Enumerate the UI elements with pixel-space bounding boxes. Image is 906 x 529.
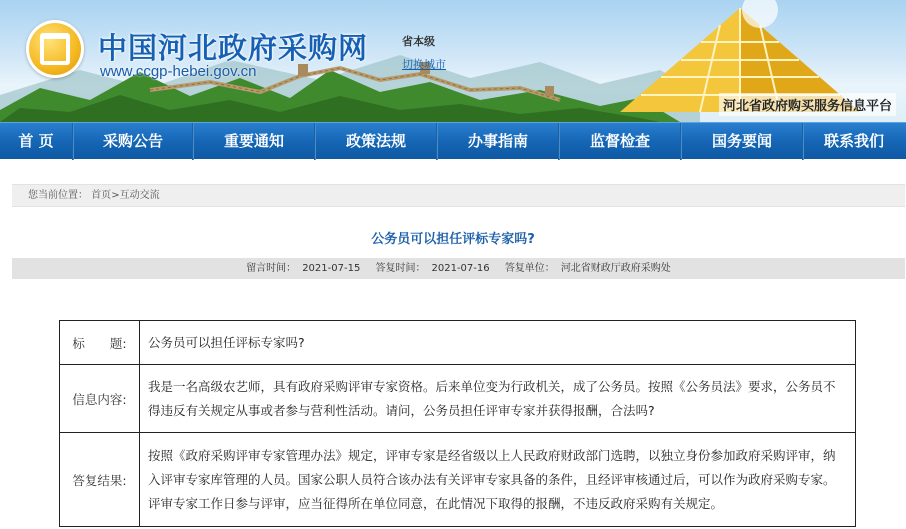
breadcrumb bbox=[12, 184, 905, 207]
breadcrumb-prefix: 您当前位置： bbox=[28, 190, 88, 201]
nav-item-home[interactable]: 首 页 bbox=[18, 131, 54, 150]
title-label: 标 题: bbox=[60, 321, 140, 365]
breadcrumb-home-link[interactable]: 首页 bbox=[91, 190, 112, 201]
site-logo-icon[interactable] bbox=[26, 20, 84, 78]
answer-label: 答复结果: bbox=[60, 433, 140, 527]
reply-time-value: 2021-07-16 bbox=[431, 263, 490, 274]
reply-unit-value: 河北省财政厅政府采购处 bbox=[560, 263, 671, 274]
switch-city-link[interactable]: 切换城市 bbox=[402, 58, 446, 71]
platform-label[interactable]: 河北省政府购买服务信息平台 bbox=[719, 93, 896, 116]
answer-value: 按照《政府采购评审专家管理办法》规定，评审专家是经省级以上人民政府财政部门选聘，以独立身份参加政府采购评审，纳入评审专家库管理的人员。国家公职人员符合该办法有关评审专家具备的条件，且经评审核通过后，可以作为政府采购专家。评审专家工作日参与评审，应当征得所在单位同意，在此情况下取得的报酬，不违反政府采购有关规定。 bbox=[140, 433, 856, 527]
site-url: www.ccgp-hebei.gov.cn bbox=[100, 63, 257, 80]
nav-item-state-news[interactable]: 国务要闻 bbox=[711, 131, 772, 150]
level-label: 省本级 bbox=[402, 35, 435, 48]
table-row bbox=[60, 365, 856, 433]
table-row bbox=[60, 433, 856, 527]
nav-item-service-guide[interactable]: 办事指南 bbox=[467, 131, 528, 150]
table-row bbox=[60, 321, 856, 365]
page-title: 公务员可以担任评标专家吗? bbox=[371, 232, 535, 247]
message-time-value: 2021-07-15 bbox=[302, 263, 361, 274]
article-meta bbox=[12, 258, 905, 279]
nav-item-contact-us[interactable]: 联系我们 bbox=[823, 131, 884, 150]
site-title[interactable]: 中国河北政府采购网 bbox=[98, 31, 369, 65]
info-label: 信息内容: bbox=[60, 365, 140, 433]
title-value: 公务员可以担任评标专家吗? bbox=[140, 321, 856, 365]
breadcrumb-separator: > bbox=[111, 190, 120, 201]
qa-table bbox=[59, 320, 856, 527]
nav-item-supervision[interactable]: 监督检查 bbox=[589, 131, 650, 150]
reply-time-label: 答复时间： bbox=[375, 263, 426, 274]
message-time-label: 留言时间： bbox=[246, 263, 297, 274]
nav-item-policies[interactable]: 政策法规 bbox=[345, 131, 406, 150]
breadcrumb-current-link[interactable]: 互动交流 bbox=[119, 190, 160, 201]
info-value: 我是一名高级农艺师，具有政府采购评审专家资格。后来单位变为行政机关，成了公务员。按照《公务员法》要求，公务员不得违反有关规定从事或者参与营利性活动。请问，公务员担任评审专家并获得报酬，合法吗? bbox=[140, 365, 856, 433]
nav-item-procurement-notices[interactable]: 采购公告 bbox=[102, 131, 163, 150]
reply-unit-label: 答复单位： bbox=[504, 263, 555, 274]
nav-item-important-notices[interactable]: 重要通知 bbox=[223, 131, 284, 150]
header-banner bbox=[0, 0, 906, 122]
main-nav bbox=[0, 122, 906, 159]
